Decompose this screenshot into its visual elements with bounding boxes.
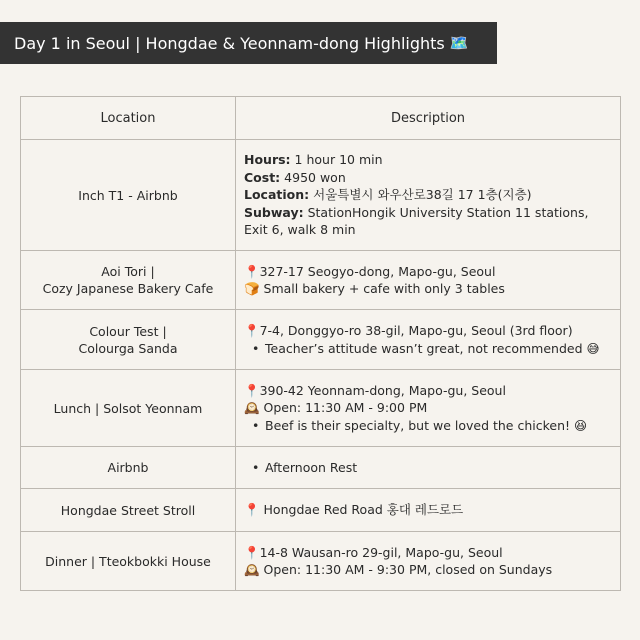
map-icon: 🗺️ (449, 34, 469, 52)
hours-value: 1 hour 10 min (290, 152, 383, 168)
table-row (21, 370, 621, 447)
description-cell (236, 370, 621, 447)
title-text: Day 1 in Seoul | Hongdae & Yeonnam-dong Highlights (14, 33, 445, 53)
header-description: Description (236, 97, 621, 140)
table-row (21, 251, 621, 310)
location-value: 서울특별시 와우산로38길 17 1층(지층) (309, 187, 532, 203)
location-line: Cozy Japanese Bakery Cafe (42, 281, 214, 296)
location-line: Inch T1 - Airbnb (78, 187, 178, 203)
table-row (21, 532, 621, 591)
header-location: Location (21, 97, 236, 140)
location-cell (21, 370, 236, 447)
bullet-item: • Teacher’s attitude wasn’t great, not recommended 😅 (244, 340, 614, 358)
address-line: 📍390-42 Yeonnam-dong, Mapo-gu, Seoul (244, 382, 506, 398)
bullet-item: • Afternoon Rest (244, 459, 614, 477)
bullet-item: • Beef is their specialty, but we loved the chicken! 😆 (244, 417, 614, 435)
cost-value: 4950 won (280, 169, 346, 185)
subway-label: Subway: (244, 204, 304, 220)
note-line: 🍞 Small bakery + cafe with only 3 tables (244, 281, 505, 296)
hours-line: 🕰️ Open: 11:30 AM - 9:00 PM (244, 400, 428, 416)
subway-line (244, 204, 614, 239)
description-cell (236, 447, 621, 489)
location-line: Colour Test | (89, 323, 167, 339)
cost-label: Cost: (244, 169, 281, 185)
location-line: Aoi Tori | (101, 264, 155, 279)
page-title (0, 22, 497, 64)
location-line: Colourga Sanda (78, 340, 178, 356)
location-cell (21, 532, 236, 591)
description-cell (236, 532, 621, 591)
hours-line (244, 151, 614, 169)
location-cell (21, 489, 236, 532)
table-row (21, 140, 621, 251)
location-line: Lunch | Solsot Yeonnam (53, 400, 203, 416)
description-cell (236, 310, 621, 370)
description-cell (236, 489, 621, 532)
subway-value: StationHongik University Station 11 stations, Exit 6, walk 8 min (244, 204, 589, 238)
location-cell (21, 140, 236, 251)
hours-line: 🕰️ Open: 11:30 AM - 9:30 PM, closed on Sundays (244, 562, 553, 577)
table-row (21, 447, 621, 489)
address-line: 📍 Hongdae Red Road 홍대 레드로드 (244, 502, 464, 518)
address-line: 📍14-8 Wausan-ro 29-gil, Mapo-gu, Seoul (244, 544, 503, 560)
address-line (244, 186, 614, 204)
location-cell (21, 447, 236, 489)
itinerary-table (20, 96, 621, 591)
table-row (21, 489, 621, 532)
location-line: Hongdae Street Stroll (60, 502, 196, 518)
address-line: 📍7-4, Donggyo-ro 38-gil, Mapo-gu, Seoul (3rd floor) (244, 323, 573, 338)
address-line: 📍327-17 Seogyo-dong, Mapo-gu, Seoul (244, 263, 496, 279)
table-header-row (21, 97, 621, 140)
location-cell (21, 310, 236, 370)
description-cell (236, 251, 621, 310)
hours-label: Hours: (244, 152, 291, 168)
cost-line (244, 169, 614, 187)
location-cell (21, 251, 236, 310)
location-label: Location: (244, 187, 310, 203)
description-cell (236, 140, 621, 251)
table-row (21, 310, 621, 370)
location-line: Dinner | Tteokbokki House (45, 553, 211, 569)
location-line: Airbnb (107, 460, 149, 475)
